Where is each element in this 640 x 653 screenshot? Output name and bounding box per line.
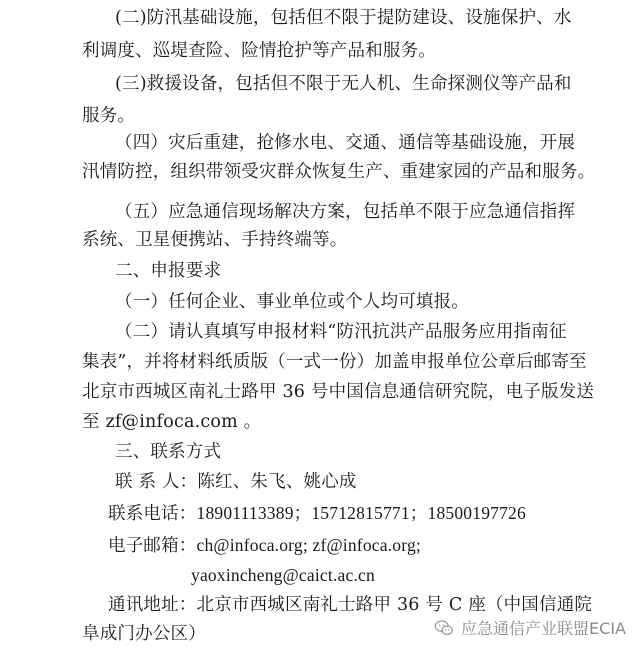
contact-address-cont: 阜成门办公区） — [82, 624, 206, 644]
watermark — [433, 616, 626, 639]
section-heading: 二、申报要求 — [115, 261, 222, 281]
text-line: (三)救援设备，包括但不限于无人机、生命探测仪等产品和 — [115, 74, 572, 94]
contact-person: 联 系 人：陈红、朱飞、姚心成 — [115, 472, 357, 492]
text-line: 利调度、巡堤查险、险情抢护等产品和服务。 — [82, 41, 436, 61]
watermark-text: 应急通信产业联盟ECIA — [461, 619, 626, 638]
text-line: 汛情防控，组织带领受灾群众恢复生产、重建家园的产品和服务。 — [82, 162, 596, 182]
text-line: 至 zf@infoca.com 。 — [82, 412, 262, 432]
text-line: （五）应急通信现场解决方案，包括单不限于应急通信指挥 — [115, 202, 576, 222]
contact-email-extra: yaoxincheng@caict.ac.cn — [191, 565, 375, 585]
contact-address: 通讯地址：北京市西城区南礼士路甲 36 号 C 座（中国信通院 — [108, 595, 593, 615]
section-heading: 三、联系方式 — [115, 442, 222, 462]
text-line: （四）灾后重建，抢修水电、交通、通信等基础设施，开展 — [115, 133, 576, 153]
text-line: 集表”，并将材料纸质版（一式一份）加盖申报单位公章后邮寄至 — [82, 352, 587, 372]
text-line: (二)防汛基础设施，包括但不限于提防建设、设施保护、水 — [115, 8, 572, 28]
wechat-icon — [433, 617, 455, 639]
text-line: （二）请认真填写申报材料“防汛抗洪产品服务应用指南征 — [115, 322, 567, 342]
text-line: 系统、卫星便携站、手持终端等。 — [82, 230, 348, 250]
contact-phone: 联系电话：18901113389；15712815771；18500197726 — [108, 503, 526, 523]
text-line: 服务。 — [82, 106, 136, 126]
contact-email: 电子邮箱：ch@infoca.org; zf@infoca.org; — [108, 535, 421, 555]
text-line: （一）任何企业、事业单位或个人均可填报。 — [115, 292, 469, 312]
text-line: 北京市西城区南礼士路甲 36 号中国信息通信研究院，电子版发送 — [82, 382, 595, 402]
